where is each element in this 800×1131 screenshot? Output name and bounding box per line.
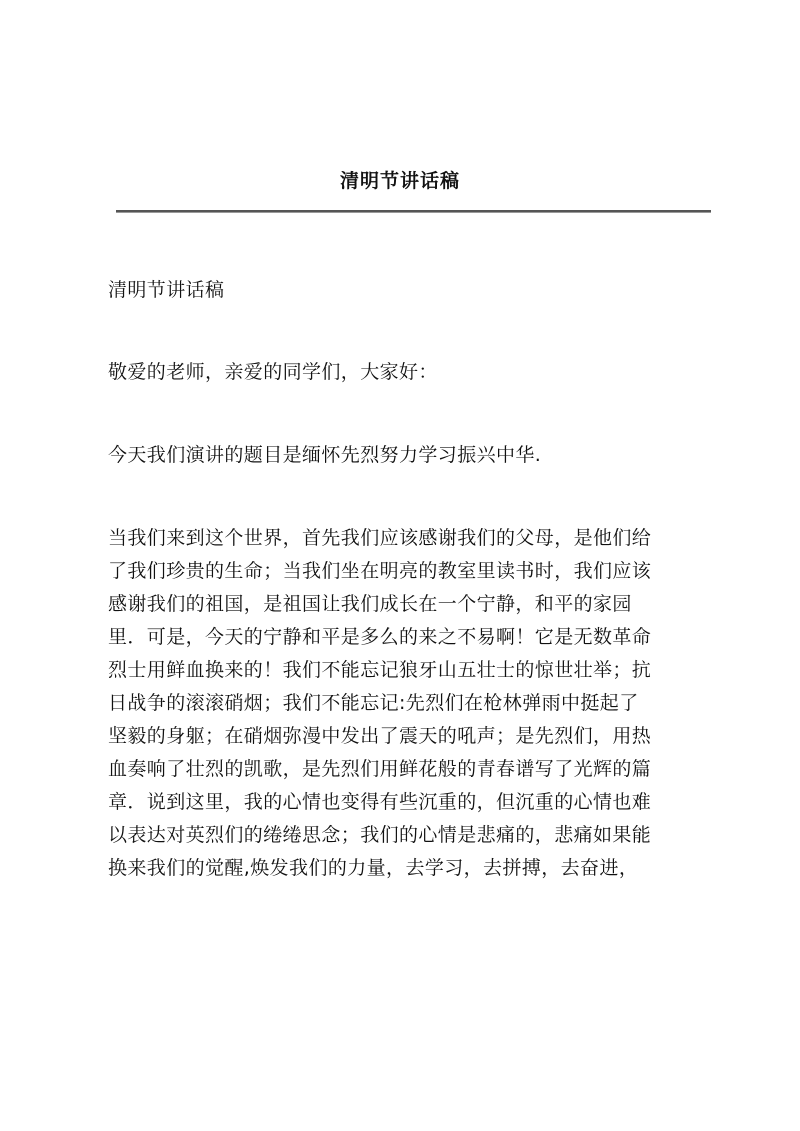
paragraph-line: 换来我们的觉醒,焕发我们的力量，去学习，去拼搏，去奋进， bbox=[108, 857, 639, 879]
paragraph-line: 感谢我们的祖国，是祖国让我们成长在一个宁静，和平的家园 bbox=[108, 593, 632, 615]
topic-line: 今天我们演讲的题目是缅怀先烈努力学习振兴中华. bbox=[108, 444, 542, 466]
main-paragraph bbox=[108, 522, 708, 885]
greeting-line: 敬爱的老师，亲爱的同学们，大家好： bbox=[108, 361, 438, 383]
paragraph-line: 了我们珍贵的生命；当我们坐在明亮的教室里读书时，我们应该 bbox=[108, 560, 652, 582]
paragraph-line: 里．可是，今天的宁静和平是多么的来之不易啊！它是无数革命 bbox=[108, 626, 652, 648]
paragraph-line: 烈士用鲜血换来的！我们不能忘记狼牙山五壮士的惊世壮举；抗 bbox=[108, 659, 652, 681]
paragraph-line: 以表达对英烈们的绻绻思念；我们的心情是悲痛的，悲痛如果能 bbox=[108, 824, 652, 846]
title-divider bbox=[116, 210, 711, 213]
paragraph-line: 章．说到这里，我的心情也变得有些沉重的，但沉重的心情也难 bbox=[108, 791, 652, 813]
paragraph-line: 当我们来到这个世界，首先我们应该感谢我们的父母，是他们给 bbox=[108, 527, 652, 549]
body-heading: 清明节讲话稿 bbox=[108, 279, 225, 301]
paragraph-line: 血奏响了壮烈的凯歌，是先烈们用鲜花般的青春谱写了光辉的篇 bbox=[108, 758, 652, 780]
document-title: 清明节讲话稿 bbox=[339, 170, 460, 192]
paragraph-line: 坚毅的身躯；在硝烟弥漫中发出了震天的吼声；是先烈们，用热 bbox=[108, 725, 652, 747]
paragraph-line: 日战争的滚滚硝烟；我们不能忘记:先烈们在枪林弹雨中挺起了 bbox=[108, 692, 639, 714]
